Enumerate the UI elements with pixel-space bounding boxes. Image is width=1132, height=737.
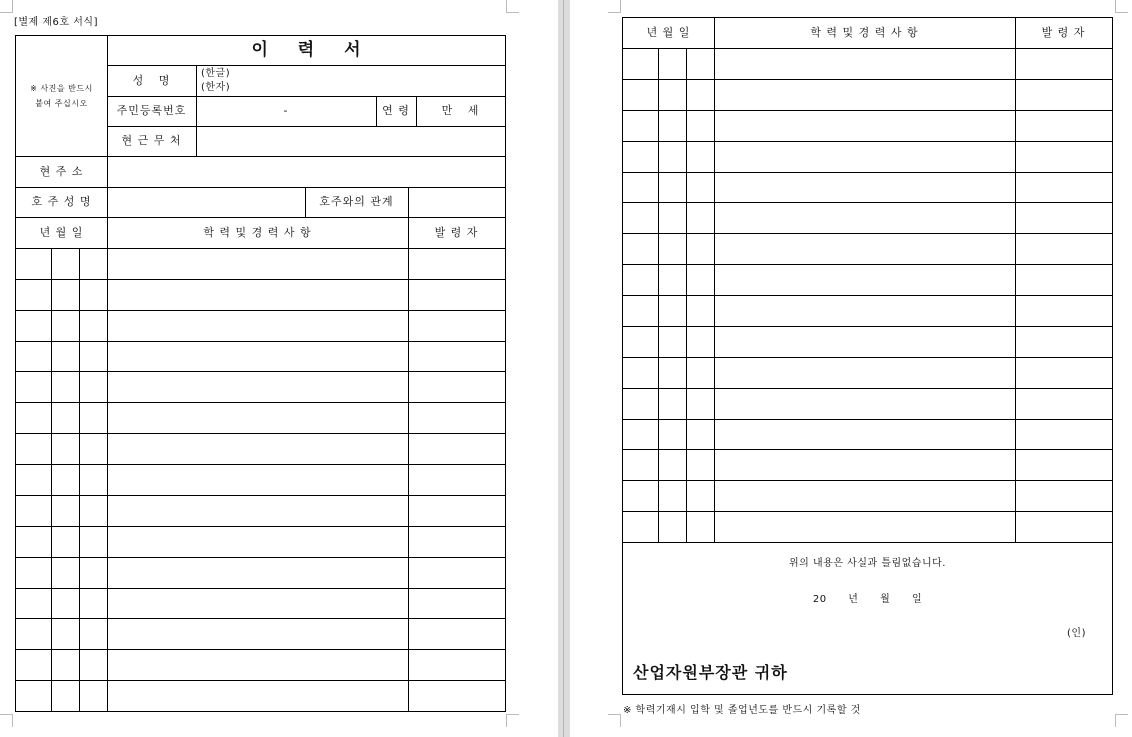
- history-month-cell[interactable]: [51, 433, 80, 465]
- history-day-cell[interactable]: [79, 680, 108, 712]
- household-head-field[interactable]: [107, 187, 306, 218]
- history-detail-cell[interactable]: [107, 495, 409, 527]
- history-issuer-cell[interactable]: [1015, 419, 1113, 450]
- age-field[interactable]: 만 세: [416, 96, 506, 127]
- photo-note-line: 붙여 주십시오: [35, 99, 88, 108]
- declaration-recipient: 산업자원부장관 귀하: [633, 663, 788, 682]
- history-month-cell[interactable]: [51, 310, 80, 342]
- history-issuer-cell[interactable]: [408, 680, 506, 712]
- declaration-box: [622, 542, 1113, 695]
- history-year-cell[interactable]: [15, 310, 52, 342]
- history-detail-cell[interactable]: [107, 680, 409, 712]
- page-corner-mark: [608, 714, 621, 727]
- name-label: 성 명: [107, 65, 197, 97]
- history-day-cell[interactable]: [79, 649, 108, 681]
- history-year-cell[interactable]: [15, 680, 52, 712]
- history-day-cell[interactable]: [686, 357, 715, 389]
- history-issuer-cell[interactable]: [408, 649, 506, 681]
- name-field[interactable]: [196, 65, 506, 97]
- history-year-cell[interactable]: [15, 248, 52, 280]
- workplace-field[interactable]: [196, 126, 506, 157]
- history-issuer-cell[interactable]: [1015, 202, 1113, 234]
- history-year-cell[interactable]: [15, 371, 52, 403]
- household-head-label: 호 주 성 명: [15, 187, 108, 218]
- history-year-cell[interactable]: [622, 357, 659, 389]
- history-year-cell[interactable]: [622, 511, 659, 543]
- history-day-cell[interactable]: [686, 48, 715, 80]
- history-month-cell[interactable]: [51, 557, 80, 589]
- history-year-cell[interactable]: [622, 202, 659, 234]
- history-detail-cell[interactable]: [107, 248, 409, 280]
- history-day-cell[interactable]: [79, 310, 108, 342]
- resident-number-dash: -: [283, 104, 289, 118]
- history-detail-cell[interactable]: [714, 295, 1016, 327]
- history-issuer-cell[interactable]: [408, 279, 506, 311]
- history-detail-cell[interactable]: [714, 326, 1016, 358]
- resident-number-label: 주민등록번호: [107, 96, 197, 127]
- age-label: 연 령: [376, 96, 417, 127]
- history-year-cell[interactable]: [622, 79, 659, 111]
- history-issuer-cell[interactable]: [408, 526, 506, 558]
- form-reference: [별제 제6호 서식]: [14, 17, 98, 28]
- history-month-cell[interactable]: [658, 172, 687, 203]
- history-year-cell[interactable]: [15, 279, 52, 311]
- history-year-cell[interactable]: [15, 433, 52, 465]
- history-day-cell[interactable]: [686, 388, 715, 420]
- history-day-cell[interactable]: [686, 419, 715, 450]
- history-year-cell[interactable]: [15, 618, 52, 650]
- history-detail-cell[interactable]: [107, 371, 409, 403]
- history-month-cell[interactable]: [51, 402, 80, 434]
- history-year-cell[interactable]: [622, 172, 659, 203]
- history-month-cell[interactable]: [658, 233, 687, 265]
- history-detail-cell[interactable]: [107, 588, 409, 619]
- history-day-cell[interactable]: [686, 79, 715, 111]
- history-year-cell[interactable]: [622, 388, 659, 420]
- history-month-cell[interactable]: [51, 341, 80, 372]
- history-month-cell[interactable]: [51, 371, 80, 403]
- history-month-cell[interactable]: [658, 357, 687, 389]
- history-day-cell[interactable]: [79, 341, 108, 372]
- history-day-cell[interactable]: [79, 248, 108, 280]
- history-day-cell[interactable]: [686, 511, 715, 543]
- history-year-cell[interactable]: [15, 464, 52, 496]
- declaration-date-line: 20 년 월 일: [812, 594, 923, 605]
- history-month-cell[interactable]: [658, 48, 687, 80]
- history-day-cell[interactable]: [686, 202, 715, 234]
- address-field[interactable]: [107, 156, 506, 188]
- history-day-cell[interactable]: [686, 480, 715, 512]
- history-month-cell[interactable]: [51, 649, 80, 681]
- history-detail-cell[interactable]: [714, 480, 1016, 512]
- history-issuer-cell[interactable]: [408, 495, 506, 527]
- history-year-cell[interactable]: [622, 233, 659, 265]
- history-issuer-cell[interactable]: [1015, 511, 1113, 543]
- history-month-cell[interactable]: [658, 511, 687, 543]
- history-detail-cell[interactable]: [714, 79, 1016, 111]
- document-title: [107, 35, 506, 66]
- history-issuer-cell[interactable]: [1015, 141, 1113, 173]
- history-date-header: 년 월 일: [622, 17, 715, 49]
- history-year-cell[interactable]: [15, 557, 52, 589]
- history-detail-cell[interactable]: [714, 264, 1016, 296]
- history-day-cell[interactable]: [79, 588, 108, 619]
- page-corner-mark: [608, 0, 621, 13]
- history-detail-cell[interactable]: [107, 310, 409, 342]
- history-day-cell[interactable]: [79, 495, 108, 527]
- footnote: ※ 학력기재시 입학 및 졸업년도를 반드시 기록할 것: [623, 705, 861, 716]
- relation-field[interactable]: [408, 187, 506, 218]
- history-issuer-cell[interactable]: [1015, 233, 1113, 265]
- history-year-cell[interactable]: [622, 110, 659, 142]
- history-detail-cell[interactable]: [714, 110, 1016, 142]
- history-year-cell[interactable]: [622, 264, 659, 296]
- history-day-cell[interactable]: [79, 279, 108, 311]
- history-issuer-cell[interactable]: [1015, 357, 1113, 389]
- history-month-cell[interactable]: [51, 279, 80, 311]
- history-year-cell[interactable]: [15, 649, 52, 681]
- history-detail-cell[interactable]: [107, 618, 409, 650]
- history-month-cell[interactable]: [51, 680, 80, 712]
- history-issuer-cell[interactable]: [1015, 449, 1113, 481]
- history-month-cell[interactable]: [51, 588, 80, 619]
- history-detail-cell[interactable]: [714, 419, 1016, 450]
- history-year-cell[interactable]: [622, 295, 659, 327]
- history-day-cell[interactable]: [686, 449, 715, 481]
- history-detail-cell[interactable]: [107, 341, 409, 372]
- name-hanja-label: (한자): [201, 81, 231, 93]
- history-issuer-header: 발 령 자: [1015, 17, 1113, 49]
- history-year-cell[interactable]: [622, 480, 659, 512]
- history-day-cell[interactable]: [686, 233, 715, 265]
- history-month-cell[interactable]: [658, 449, 687, 481]
- history-month-cell[interactable]: [658, 388, 687, 420]
- history-issuer-cell[interactable]: [408, 310, 506, 342]
- declaration-seal: (인): [1067, 628, 1086, 639]
- history-month-cell[interactable]: [51, 526, 80, 558]
- address-label: 현 주 소: [15, 156, 108, 188]
- history-month-cell[interactable]: [658, 326, 687, 358]
- history-issuer-cell[interactable]: [408, 248, 506, 280]
- history-month-cell[interactable]: [658, 264, 687, 296]
- page-corner-mark: [0, 0, 13, 13]
- document-title-text: 이 력 서: [251, 39, 361, 60]
- history-detail-cell[interactable]: [714, 172, 1016, 203]
- history-year-cell[interactable]: [622, 141, 659, 173]
- history-issuer-cell[interactable]: [408, 464, 506, 496]
- name-hangul-label: (한글): [201, 68, 231, 79]
- photo-note-line: ※ 사진을 반드시: [30, 83, 93, 93]
- history-day-cell[interactable]: [79, 464, 108, 496]
- history-detail-cell[interactable]: [714, 511, 1016, 543]
- history-year-cell[interactable]: [622, 326, 659, 358]
- history-detail-cell[interactable]: [107, 402, 409, 434]
- history-detail-cell[interactable]: [107, 649, 409, 681]
- history-year-cell[interactable]: [15, 341, 52, 372]
- history-day-cell[interactable]: [79, 526, 108, 558]
- history-month-cell[interactable]: [658, 419, 687, 450]
- history-detail-header: 학 력 및 경 력 사 항: [714, 17, 1016, 49]
- history-issuer-cell[interactable]: [1015, 295, 1113, 327]
- history-detail-cell[interactable]: [714, 141, 1016, 173]
- history-year-cell[interactable]: [622, 449, 659, 481]
- page-gutter: [558, 0, 570, 737]
- history-issuer-cell[interactable]: [408, 402, 506, 434]
- history-issuer-cell[interactable]: [408, 371, 506, 403]
- history-detail-cell[interactable]: [107, 279, 409, 311]
- history-day-cell[interactable]: [686, 326, 715, 358]
- history-month-cell[interactable]: [51, 248, 80, 280]
- page-corner-mark: [1115, 0, 1128, 13]
- history-detail-cell[interactable]: [107, 557, 409, 589]
- history-issuer-cell[interactable]: [1015, 48, 1113, 80]
- history-detail-cell[interactable]: [714, 202, 1016, 234]
- page-gutter-divider: [563, 0, 564, 737]
- history-year-cell[interactable]: [622, 48, 659, 80]
- history-detail-cell[interactable]: [714, 357, 1016, 389]
- history-issuer-cell[interactable]: [1015, 480, 1113, 512]
- workplace-label: 현 근 무 처: [107, 126, 197, 157]
- page-corner-mark: [506, 0, 519, 13]
- history-issuer-cell[interactable]: [1015, 326, 1113, 358]
- history-year-cell[interactable]: [622, 419, 659, 450]
- history-month-cell[interactable]: [51, 464, 80, 496]
- history-detail-cell[interactable]: [107, 433, 409, 465]
- photo-area: [15, 35, 108, 157]
- history-month-cell[interactable]: [658, 295, 687, 327]
- history-year-cell[interactable]: [15, 526, 52, 558]
- history-issuer-cell[interactable]: [408, 618, 506, 650]
- history-detail-header: 학 력 및 경 력 사 항: [107, 217, 409, 249]
- resident-number-field[interactable]: [196, 96, 377, 127]
- history-date-header: 년 월 일: [15, 217, 108, 249]
- relation-label: 호주와의 관계: [305, 187, 409, 218]
- history-day-cell[interactable]: [686, 264, 715, 296]
- history-day-cell[interactable]: [686, 172, 715, 203]
- history-day-cell[interactable]: [686, 110, 715, 142]
- history-day-cell[interactable]: [79, 402, 108, 434]
- page-corner-mark: [0, 714, 13, 727]
- history-issuer-cell[interactable]: [1015, 388, 1113, 420]
- history-month-cell[interactable]: [658, 110, 687, 142]
- history-issuer-cell[interactable]: [408, 341, 506, 372]
- history-month-cell[interactable]: [658, 79, 687, 111]
- history-day-cell[interactable]: [79, 557, 108, 589]
- history-issuer-header: 발 령 자: [408, 217, 506, 249]
- history-month-cell[interactable]: [51, 618, 80, 650]
- history-detail-cell[interactable]: [714, 388, 1016, 420]
- history-month-cell[interactable]: [658, 480, 687, 512]
- history-detail-cell[interactable]: [107, 526, 409, 558]
- history-issuer-cell[interactable]: [408, 588, 506, 619]
- history-detail-cell[interactable]: [714, 233, 1016, 265]
- history-day-cell[interactable]: [686, 141, 715, 173]
- history-day-cell[interactable]: [79, 433, 108, 465]
- history-day-cell[interactable]: [79, 371, 108, 403]
- history-year-cell[interactable]: [15, 588, 52, 619]
- history-month-cell[interactable]: [658, 141, 687, 173]
- history-issuer-cell[interactable]: [408, 557, 506, 589]
- declaration-statement: 위의 내용은 사실과 틀림없습니다.: [789, 558, 946, 569]
- history-issuer-cell[interactable]: [1015, 110, 1113, 142]
- history-detail-cell[interactable]: [107, 464, 409, 496]
- page-corner-mark: [1115, 714, 1128, 727]
- history-day-cell[interactable]: [686, 295, 715, 327]
- history-detail-cell[interactable]: [714, 449, 1016, 481]
- history-month-cell[interactable]: [658, 202, 687, 234]
- page-corner-mark: [506, 714, 519, 727]
- history-month-cell[interactable]: [51, 495, 80, 527]
- history-year-cell[interactable]: [15, 402, 52, 434]
- history-issuer-cell[interactable]: [408, 433, 506, 465]
- history-day-cell[interactable]: [79, 618, 108, 650]
- history-detail-cell[interactable]: [714, 48, 1016, 80]
- history-issuer-cell[interactable]: [1015, 264, 1113, 296]
- history-issuer-cell[interactable]: [1015, 79, 1113, 111]
- history-year-cell[interactable]: [15, 495, 52, 527]
- history-issuer-cell[interactable]: [1015, 172, 1113, 203]
